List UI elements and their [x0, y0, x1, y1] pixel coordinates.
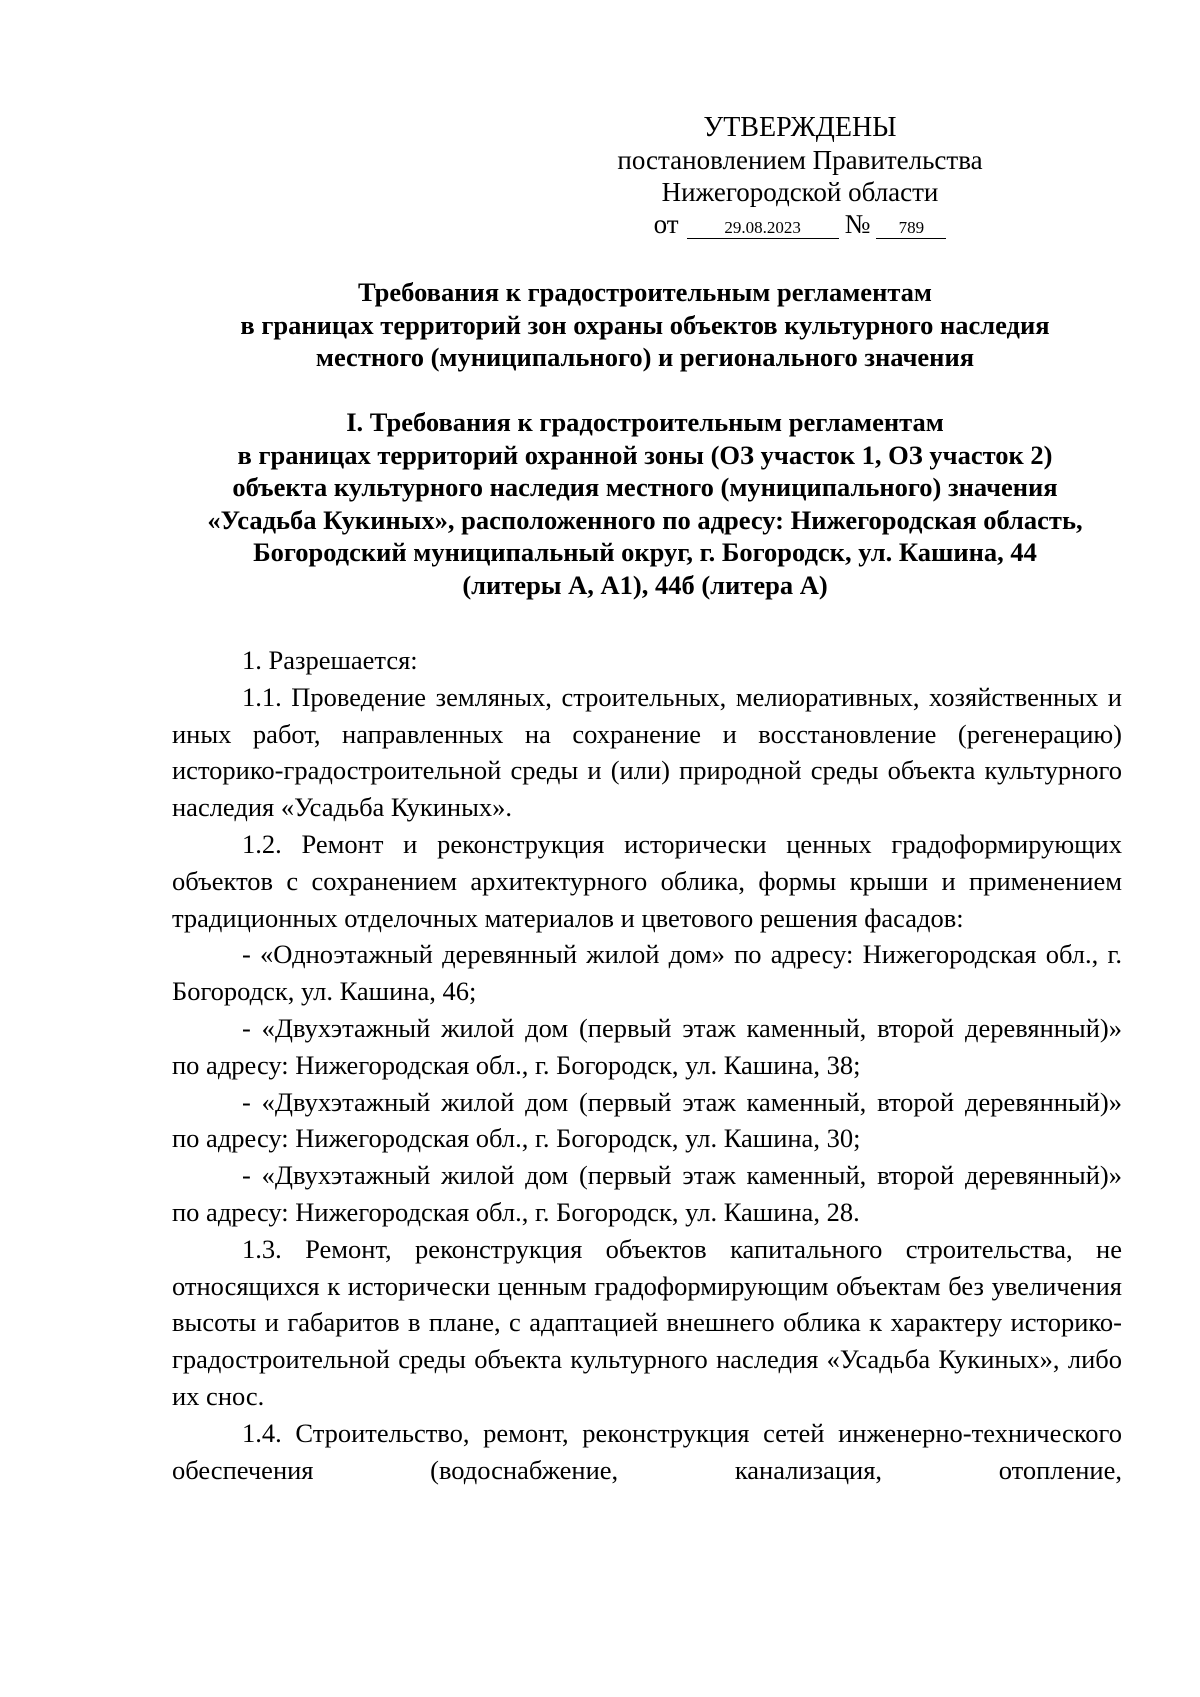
document-title-line: Требования к градостроительным регламентам — [358, 277, 932, 307]
section-title — [168, 406, 1122, 601]
paragraph-1-4: 1.4. Строительство, ремонт, реконструкция сетей инженерно-технического обеспечения (водоснабжение, канализация, отопление, — [172, 1417, 1122, 1485]
section-title-line: «Усадьба Кукиных», расположенного по адресу: Нижегородская область, — [207, 504, 1083, 535]
section-title-line: объекта культурного наследия местного (муниципального) значения — [232, 472, 1058, 502]
list-item-house-30: - «Двухэтажный жилой дом (первый этаж каменный, второй деревянный)» по адресу: Нижегородская обл., г. Богородск, ул. Кашина, 30; — [172, 1086, 1122, 1154]
approval-line-1: постановлением Правительства — [617, 145, 983, 175]
paragraph-1: 1. Разрешается: — [242, 645, 418, 675]
document-title-line: местного (муниципального) и регионального значения — [315, 342, 975, 372]
paragraph-1-2: 1.2. Ремонт и реконструкция исторически ценных градоформирующих объектов с сохранением архитектурного облика, формы крыши и применением традиционных отделочных материалов и цветового решения фасадов: — [172, 828, 1122, 933]
paragraph-1-1: 1.1. Проведение земляных, строительных, мелиоративных, хозяйственных и иных работ, направленных на сохранение и восстановление (регенерацию) историко-градостроительной среды и (или) природной среды объекта культурного наследия «Усадьба Кукиных». — [172, 681, 1122, 823]
approval-stamp — [600, 112, 1000, 240]
approval-number: 789 — [876, 218, 946, 239]
approval-date-line — [600, 208, 1000, 240]
section-title-line: I. Требования к градостроительным регламентам — [346, 407, 944, 437]
approval-line-2: Нижегородской области — [661, 177, 939, 207]
paragraph-1-3: 1.3. Ремонт, реконструкция объектов капитального строительства, не относящихся к исторически ценным градоформирующим объектам без увеличения высоты и габаритов в плане, с адаптацией внешнего облика к характеру историко-градостроительной среды объекта культурного наследия «Усадьба Кукиных», либо их снос. — [172, 1233, 1122, 1411]
section-title-line: в границах территорий охранной зоны (ОЗ участок 1, ОЗ участок 2) — [237, 439, 1053, 470]
section-title-line: Богородский муниципальный округ, г. Богородск, ул. Кашина, 44 — [253, 537, 1037, 567]
number-sign: № — [844, 209, 871, 239]
list-item-house-46: - «Одноэтажный деревянный жилой дом» по адресу: Нижегородская обл., г. Богородск, ул. Кашина, 46; — [172, 939, 1122, 1007]
approval-date: 29.08.2023 — [687, 218, 839, 239]
document-body — [172, 642, 1122, 1488]
list-item-house-38: - «Двухэтажный жилой дом (первый этаж каменный, второй деревянный)» по адресу: Нижегородская обл., г. Богородск, ул. Кашина, 38; — [172, 1012, 1122, 1080]
approval-title: УТВЕРЖДЕНЫ — [703, 112, 897, 143]
list-item-house-28: - «Двухэтажный жилой дом (первый этаж каменный, второй деревянный)» по адресу: Нижегородская обл., г. Богородск, ул. Кашина, 28. — [172, 1160, 1122, 1227]
document-title — [168, 276, 1122, 374]
document-title-line: в границах территорий зон охраны объектов культурного наследия — [240, 309, 1050, 340]
date-prefix: от — [653, 209, 679, 239]
section-title-line: (литеры А, А1), 44б (литера А) — [462, 569, 828, 600]
